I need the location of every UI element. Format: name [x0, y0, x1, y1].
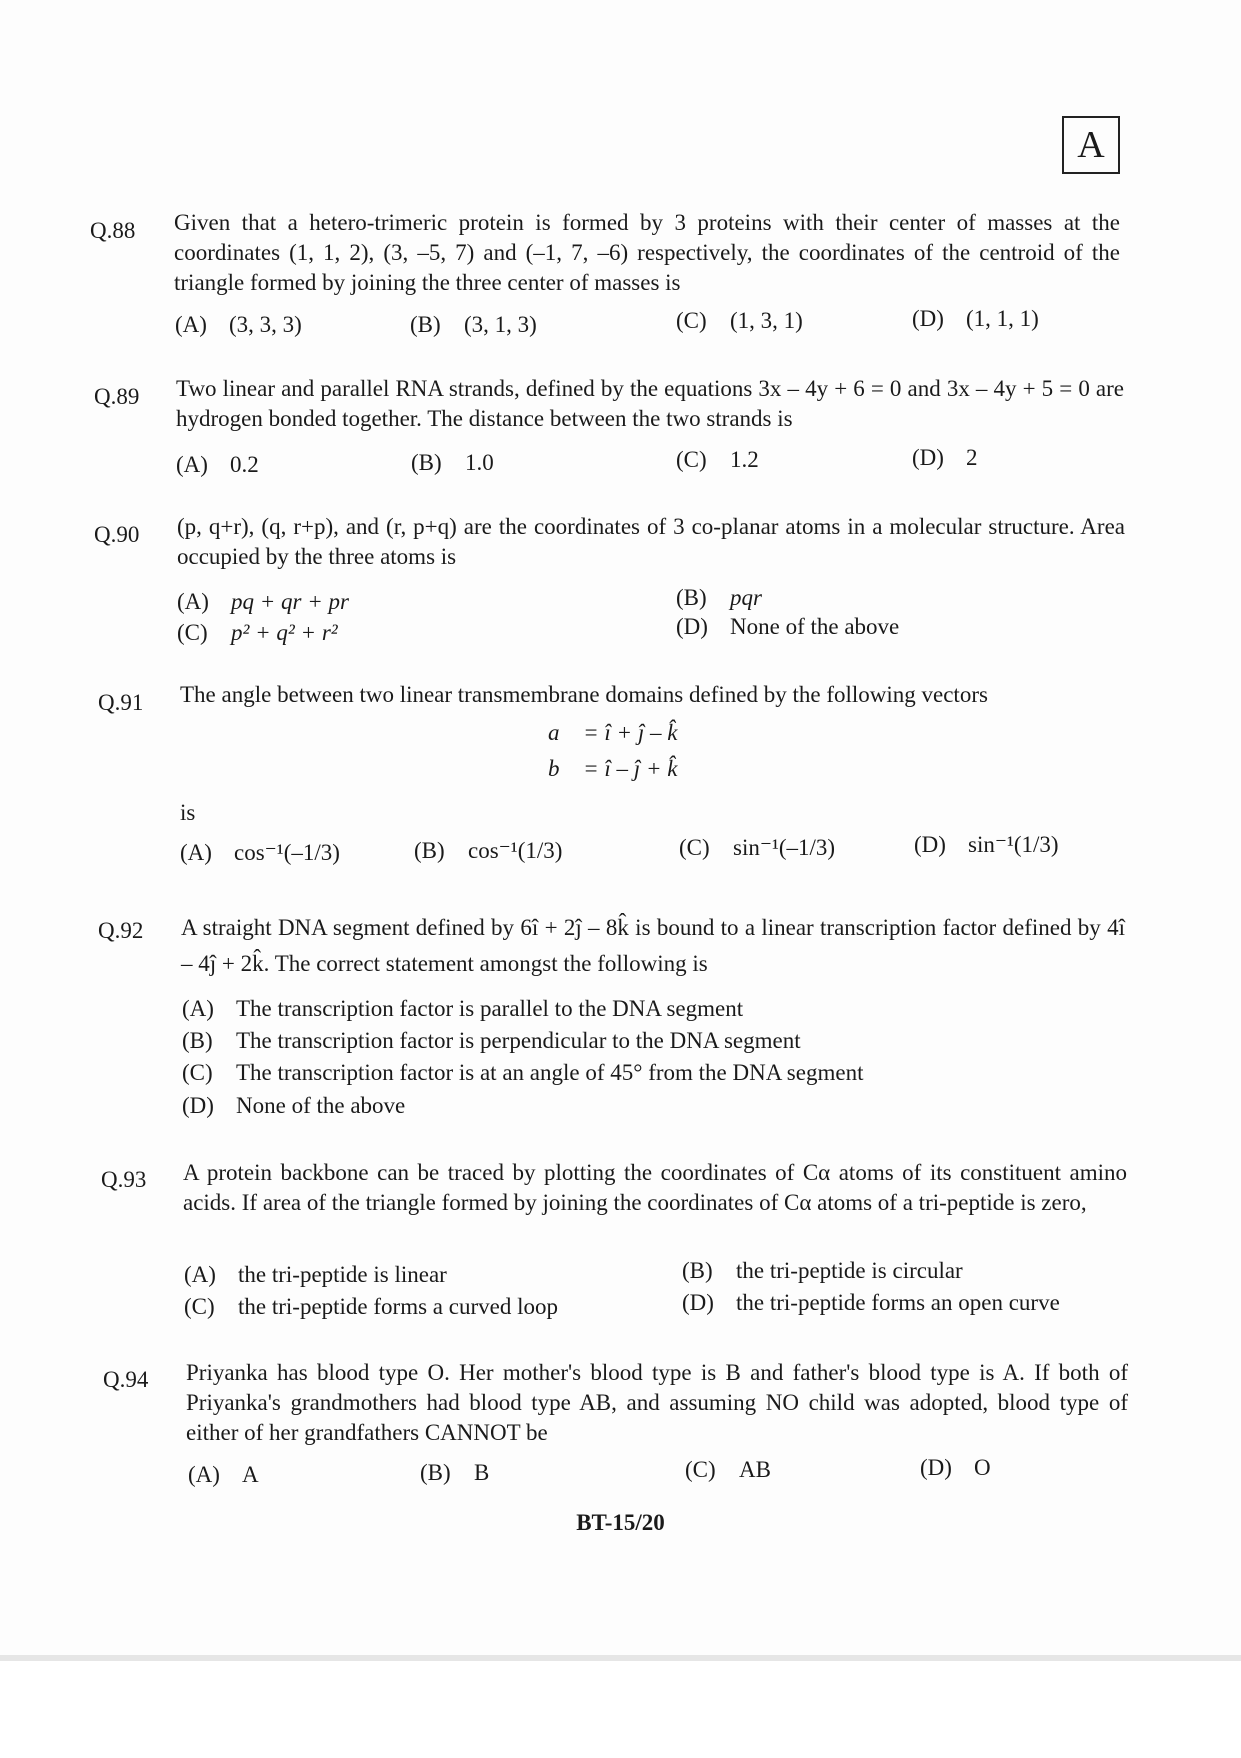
option-a[interactable]: (A) pq + qr + pr [177, 589, 349, 614]
question-text: A protein backbone can be traced by plotting the coordinates of Cα atoms of its constituent amino acids. If area of the triangle formed by joining the coordinates of Cα atoms of a tri-peptide is zero, [183, 1160, 1127, 1215]
option-b[interactable]: (B) cos⁻¹(1/3) [414, 838, 563, 863]
option-d[interactable]: (D) O [920, 1455, 991, 1480]
option-c[interactable]: (C) sin⁻¹(–1/3) [679, 835, 836, 860]
option-a[interactable]: (A) The transcription factor is parallel to the DNA segment [182, 996, 744, 1021]
question-text: (p, q+r), (q, r+p), and (r, p+q) are the coordinates of 3 co-planar atoms in a molecular structure. Area occupied by the three atoms is [177, 514, 1125, 569]
option-d[interactable]: (D) None of the above [182, 1093, 406, 1118]
scan-edge-divider [0, 1655, 1241, 1758]
option-b[interactable]: (B) 1.0 [411, 450, 494, 475]
option-d[interactable]: (D) sin⁻¹(1/3) [914, 832, 1059, 857]
option-d[interactable]: (D) (1, 1, 1) [912, 306, 1039, 331]
option-c[interactable]: (C) (1, 3, 1) [676, 308, 803, 333]
option-c[interactable]: (C) 1.2 [676, 447, 759, 472]
exam-code: A [1077, 124, 1105, 166]
question-text: Two linear and parallel RNA strands, defined by the equations 3x – 4y + 6 = 0 and 3x – 4y + 5 = 0 are hydrogen bonded together. The distance between the two strands is [176, 376, 1124, 431]
question-number: Q.92 [98, 918, 144, 943]
option-a[interactable]: (A) 0.2 [176, 452, 259, 477]
exam-code-box [1062, 116, 1120, 174]
option-b[interactable]: (B) pqr [676, 585, 762, 610]
option-c[interactable]: (C) AB [685, 1457, 771, 1482]
question-number: Q.90 [94, 522, 140, 547]
option-d[interactable]: (D) None of the above [676, 614, 900, 639]
question-text: Priyanka has blood type O. Her mother's blood type is B and father's blood type is A. If both of Priyanka's grandmothers had blood type AB, and assuming NO child was adopted, blood type of either of her grandfathers CANNOT be [186, 1360, 1128, 1445]
option-c[interactable]: (C) the tri-peptide forms a curved loop [184, 1294, 558, 1319]
page-footer: BT-15/20 [576, 1510, 665, 1535]
question-number: Q.89 [94, 384, 140, 409]
option-a[interactable]: (A) A [188, 1462, 259, 1487]
question-number: Q.94 [103, 1367, 149, 1392]
vector-b: b⃗ = î – ĵ + k̂ [548, 756, 678, 781]
question-text: The angle between two linear transmembrane domains defined by the following vectors [180, 682, 988, 707]
question-number: Q.88 [90, 218, 136, 243]
option-a[interactable]: (A) (3, 3, 3) [175, 312, 302, 337]
option-a[interactable]: (A) the tri-peptide is linear [184, 1262, 447, 1287]
vector-a: a⃗ = î + ĵ – k̂ [548, 720, 678, 745]
question-tail: is [180, 800, 196, 825]
option-c[interactable]: (C) p² + q² + r² [177, 620, 338, 645]
option-b[interactable]: (B) the tri-peptide is circular [682, 1258, 963, 1283]
question-number: Q.91 [98, 690, 144, 715]
question-number: Q.93 [101, 1167, 147, 1192]
option-a[interactable]: (A) cos⁻¹(–1/3) [180, 840, 340, 865]
question-text: Given that a hetero-trimeric protein is formed by 3 proteins with their center of masses at the coordinates (1, 1, 2), (3, –5, 7) and (–1, 7, –6) respectively, the coordinates of the centroid of the triangle formed by joining the three center of masses is [174, 210, 1120, 295]
option-d[interactable]: (D) the tri-peptide forms an open curve [682, 1290, 1060, 1315]
option-b[interactable]: (B) B [420, 1460, 490, 1485]
question-text: A straight DNA segment defined by 6î + 2ĵ – 8k̂ is bound to a linear transcription factor defined by 4î – 4ĵ + 2k̂. The correct statement amongst the following is [181, 915, 1125, 976]
option-b[interactable]: (B) (3, 1, 3) [410, 312, 537, 337]
option-b[interactable]: (B) The transcription factor is perpendicular to the DNA segment [182, 1028, 801, 1053]
option-d[interactable]: (D) 2 [912, 445, 978, 470]
option-c[interactable]: (C) The transcription factor is at an angle of 45° from the DNA segment [182, 1060, 864, 1085]
